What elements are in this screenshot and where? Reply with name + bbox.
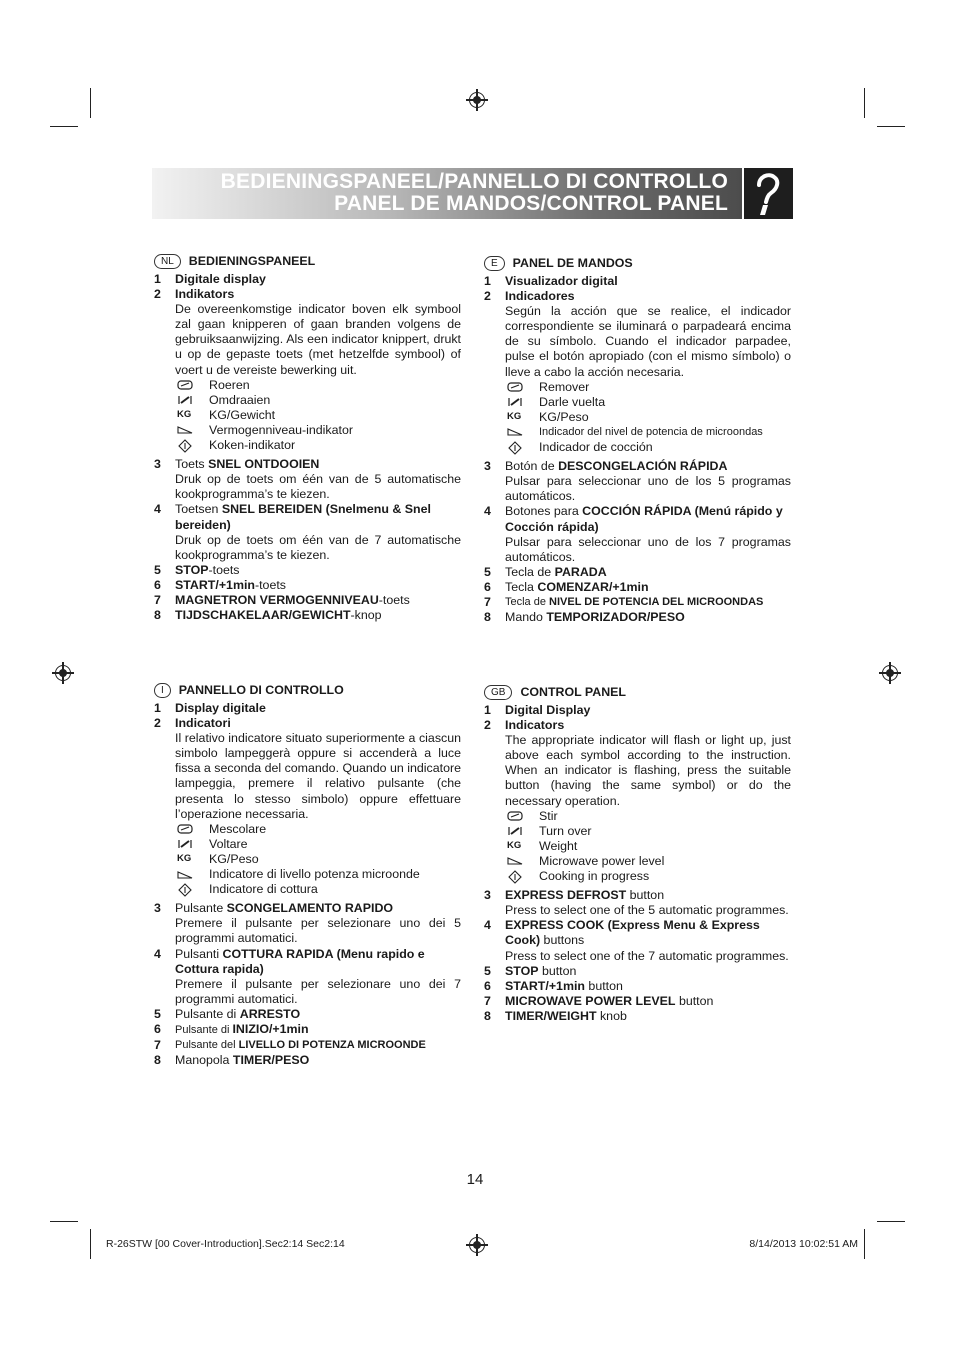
item-number: 2 (484, 718, 491, 733)
stir-icon (505, 382, 539, 392)
item-number: 5 (484, 963, 491, 978)
power-level-icon (175, 870, 209, 880)
item-number: 1 (154, 272, 161, 286)
item-suffix: -knop (350, 608, 382, 623)
item-prefix: Tecla de (505, 564, 555, 579)
list-item (484, 565, 791, 580)
item-prefix: Pulsante (175, 901, 227, 916)
footer-timestamp: 8/14/2013 10:02:51 AM (749, 1238, 858, 1250)
language-code: GB (484, 685, 512, 700)
item-number: 4 (484, 918, 491, 933)
item-number: 7 (154, 1038, 161, 1053)
indicator-label: Cooking in progress (539, 869, 650, 884)
item-number: 8 (484, 610, 491, 625)
item-label: EXPRESS DEFROST (505, 888, 627, 903)
registration-mark-icon (55, 665, 71, 681)
item-suffix: button (538, 963, 577, 978)
item-label: STOP (505, 963, 539, 978)
item-suffix: -toets (208, 562, 240, 577)
item-label: EXPRESS COOK (Express Menu & Express Cook) (505, 918, 760, 948)
help-icon (744, 168, 793, 219)
item-label: MICROWAVE POWER LEVEL (505, 993, 676, 1008)
item-number: 8 (154, 608, 161, 623)
language-code: I (154, 683, 171, 698)
item-label: DESCONGELACIÓN RÁPIDA (558, 459, 728, 474)
language-code: NL (154, 254, 181, 269)
item-suffix: button (626, 888, 665, 903)
cooking-icon (505, 870, 539, 884)
list-item (484, 610, 791, 625)
indicator-label: KG/Peso (209, 851, 259, 866)
item-number: 1 (484, 703, 491, 717)
item-label: STOP (175, 562, 209, 577)
item-number: 6 (484, 978, 491, 993)
indicator-label: Vermogenniveau-indikator (209, 422, 353, 437)
indicator-label: Indicador del nivel de potencia de microondas (539, 425, 763, 438)
item-number: 4 (154, 502, 161, 517)
item-label: LIVELLO DI POTENZA MICROONDE (238, 1039, 426, 1052)
list-item (484, 1009, 791, 1024)
list-item (154, 608, 461, 623)
title-banner (152, 168, 742, 219)
item-label: COCCIÓN RÁPIDA (Menú rápido y Cocción rápida) (505, 504, 783, 534)
item-label: START/+1min (175, 577, 255, 592)
section-title: CONTROL PANEL (520, 685, 627, 699)
item-description: Druk op de toets om één van de 7 automatische kookprogramma’s te kiezen. (175, 532, 461, 562)
item-number: 1 (154, 701, 161, 715)
language-code: E (484, 256, 505, 271)
registration-mark-icon (469, 1237, 485, 1253)
item-label: ARRESTO (239, 1006, 301, 1021)
item-label: START/+1min (505, 978, 585, 993)
indicator-row (505, 839, 791, 854)
indicator-label: Remover (539, 379, 590, 394)
title-line-1: BEDIENINGSPANEEL/PANNELLO DI CONTROLLO (220, 170, 728, 193)
item-prefix: Pulsante di (175, 1006, 240, 1021)
item-description: Press to select one of the 7 automatic programmes. (505, 948, 789, 963)
indicator-label: Stir (539, 808, 558, 823)
section-es (484, 254, 791, 625)
item-label: Indicators (505, 718, 565, 733)
item-number: 7 (154, 592, 161, 607)
list-item (154, 1038, 461, 1053)
indicator-label: Turn over (539, 823, 592, 838)
item-number: 6 (154, 1021, 161, 1036)
turn-over-icon (175, 838, 209, 850)
item-label: TIMER/PESO (232, 1053, 310, 1068)
crop-mark (50, 126, 78, 127)
indicator-label: Roeren (209, 377, 250, 392)
list-item (154, 1007, 461, 1022)
crop-mark (50, 1221, 78, 1222)
list-item (484, 580, 791, 595)
list-item (484, 888, 791, 918)
indicator-row (175, 438, 461, 453)
indicator-row (175, 837, 461, 852)
list-item (154, 1022, 461, 1038)
item-description: Pulsar para seleccionar uno de los 7 programas automáticos. (505, 534, 791, 564)
list-item (154, 272, 461, 287)
crop-mark (90, 88, 91, 118)
indicator-label: Darle vuelta (539, 394, 606, 409)
indicator-label: Indicatore di livello potenza microonde (209, 867, 420, 882)
item-number: 2 (154, 287, 161, 302)
item-label: TEMPORIZADOR/PESO (546, 610, 685, 625)
section-heading (484, 683, 791, 701)
item-prefix: Pulsanti (175, 946, 223, 961)
section-heading (154, 681, 461, 699)
item-number: 7 (484, 993, 491, 1008)
item-label: Indikators (175, 287, 235, 302)
item-label: SNEL ONTDOOIEN (208, 457, 320, 472)
list-item (154, 457, 461, 502)
list-item (484, 274, 791, 289)
power-level-icon (505, 856, 539, 866)
footer-file-info: R-26STW [00 Cover-Introduction].Sec2:14 Sec2:14 (106, 1238, 345, 1250)
item-description: Premere il pulsante per selezionare uno dei 7 programmi automatici. (175, 976, 461, 1006)
item-description: Press to select one of the 5 automatic programmes. (505, 903, 789, 918)
indicator-row (175, 423, 461, 438)
turn-over-icon (175, 394, 209, 406)
item-number: 4 (154, 946, 161, 961)
item-prefix: Toetsen (175, 502, 222, 517)
section-heading (154, 252, 461, 270)
item-number: 3 (154, 457, 161, 472)
item-suffix: buttons (540, 933, 585, 948)
item-label: TIMER/WEIGHT (505, 1008, 597, 1023)
crop-mark (90, 1229, 91, 1259)
indicator-label: Weight (539, 838, 578, 853)
list-item (154, 578, 461, 593)
indicator-row (505, 380, 791, 395)
indicator-label: Indicador de cocción (539, 440, 653, 455)
item-label: NIVEL DE POTENCIA DEL MICROONDAS (549, 595, 764, 608)
indicator-label: Omdraaien (209, 392, 271, 407)
item-label: Digitale display (175, 272, 266, 286)
item-description: Druk op de toets om één van de 5 automatische kookprogramma’s te kiezen. (175, 472, 461, 502)
indicator-row (175, 822, 461, 837)
item-description: De overeenkomstige indicator boven elk symbool zal gaan knipperen of gaan branden volgens de gebruiksaanwijzing. Als een indicator knippert, drukt u op de gepaste toets (met hetzelfde symbool) of voert u de vereiste bewerking uit. (175, 302, 461, 377)
item-label: MAGNETRON VERMOGENNIVEAU (175, 592, 379, 607)
indicator-label: Mescolare (209, 821, 267, 836)
item-number: 5 (154, 562, 161, 577)
list-item (484, 964, 791, 979)
item-number: 3 (484, 459, 491, 474)
list-item (484, 979, 791, 994)
indicator-label: Koken-indikator (209, 438, 296, 453)
list-item (484, 994, 791, 1009)
indicator-label: KG/Peso (539, 409, 589, 424)
item-label: Display digitale (175, 701, 266, 715)
list-item (484, 918, 791, 963)
section-nl (154, 252, 461, 623)
indicator-row (505, 869, 791, 884)
section-title: PANNELLO DI CONTROLLO (178, 683, 344, 697)
item-label: TIJDSCHAKELAAR/GEWICHT (175, 608, 351, 623)
item-number: 6 (484, 579, 491, 594)
indicator-row (505, 824, 791, 839)
stir-icon (505, 811, 539, 821)
cooking-icon (505, 441, 539, 455)
item-suffix: -toets (254, 577, 286, 592)
item-number: 3 (154, 901, 161, 916)
stir-icon (175, 824, 209, 834)
item-suffix: button (675, 993, 714, 1008)
list-item (154, 287, 461, 453)
item-prefix: Pulsante di (175, 1023, 233, 1036)
registration-mark-icon (882, 665, 898, 681)
list-item (484, 703, 791, 718)
weight-icon: KG (507, 840, 522, 852)
list-item (154, 716, 461, 897)
section-it (154, 681, 461, 1068)
indicator-row (505, 410, 791, 425)
section-gb (484, 683, 791, 1024)
indicator-row (175, 882, 461, 897)
item-prefix: Tecla de (505, 595, 550, 608)
item-number: 7 (484, 594, 491, 609)
item-number: 8 (154, 1053, 161, 1068)
item-label: INIZIO/+1min (232, 1021, 309, 1036)
item-suffix: button (584, 978, 623, 993)
item-label: SCONGELAMENTO RAPIDO (226, 901, 394, 916)
item-number: 4 (484, 504, 491, 519)
weight-icon: KG (177, 853, 192, 865)
item-number: 5 (154, 1006, 161, 1021)
section-title: BEDIENINGSPANEEL (188, 254, 316, 268)
section-title: PANEL DE MANDOS (512, 256, 633, 270)
list-item (154, 701, 461, 716)
stir-icon (175, 380, 209, 390)
item-number: 3 (484, 888, 491, 903)
list-item (154, 593, 461, 608)
list-item (154, 563, 461, 578)
power-level-icon (175, 425, 209, 435)
registration-mark-icon (469, 92, 485, 108)
item-description: The appropriate indicator will flash or light up, just above each symbol according to the instruction. When an indicator is flashing, press the suitable button (having the same symbol) or do the necessary operation. (505, 733, 791, 808)
item-suffix: -toets (378, 592, 410, 607)
item-label: COTTURA RAPIDA (Menu rapido e Cottura rapida) (175, 946, 425, 976)
title-line-2: PANEL DE MANDOS/CONTROL PANEL (334, 192, 728, 215)
item-number: 6 (154, 577, 161, 592)
item-label: COMENZAR/+1min (537, 579, 649, 594)
item-prefix: Manopola (175, 1053, 233, 1068)
item-prefix: Tecla (505, 579, 538, 594)
crop-mark (877, 126, 905, 127)
item-label: Visualizador digital (505, 274, 618, 288)
crop-mark (864, 88, 865, 118)
item-number: 2 (484, 289, 491, 304)
item-number: 5 (484, 564, 491, 579)
item-number: 2 (154, 716, 161, 731)
item-prefix: Toets (175, 457, 209, 472)
item-label: Digital Display (505, 703, 591, 717)
indicator-row (175, 852, 461, 867)
item-prefix: Botones para (505, 504, 583, 519)
item-suffix: knob (596, 1008, 627, 1023)
indicator-row (505, 395, 791, 410)
item-number: 8 (484, 1008, 491, 1023)
list-item (484, 595, 791, 610)
list-item (484, 289, 791, 455)
turn-over-icon (505, 396, 539, 408)
indicator-label: Voltare (209, 836, 248, 851)
page-number: 14 (466, 1171, 484, 1188)
indicator-row (175, 408, 461, 423)
item-description: Il relativo indicatore situato superiormente a ciascun simbolo lampeggerà oppure si accenderà a luce fissa a seconda del comando. Quando un indicatore lampeggia, premere il relativo pulsante (che presenta lo stesso simbolo) oppure effettuare l’operazione necessaria. (175, 731, 461, 821)
list-item (484, 504, 791, 564)
item-label: Indicatori (175, 716, 231, 731)
weight-icon: KG (177, 409, 192, 421)
indicator-label: Microwave power level (539, 853, 665, 868)
indicator-label: Indicatore di cottura (209, 882, 318, 897)
indicator-row (505, 440, 791, 455)
indicator-row (175, 867, 461, 882)
page-title (221, 171, 728, 215)
item-description: Según la acción que se realice, el indicador correspondiente se iluminará o parpadeará encima de su símbolo. Cuando el indicador parpadee, pulse el botón apropiado (con el mismo símbolo) o lleve a cabo la acción necesaria. (505, 304, 791, 379)
indicator-row (505, 809, 791, 824)
item-description: Premere il pulsante per selezionare uno dei 5 programmi automatici. (175, 916, 461, 946)
indicator-row (175, 378, 461, 393)
crop-mark (864, 1229, 865, 1259)
item-label: PARADA (554, 564, 607, 579)
item-label: Indicadores (505, 289, 575, 304)
indicator-row (175, 393, 461, 408)
section-heading (484, 254, 791, 272)
cooking-icon (175, 439, 209, 453)
indicator-row (505, 854, 791, 869)
item-number: 1 (484, 274, 491, 288)
list-item (154, 901, 461, 946)
power-level-icon (505, 427, 539, 437)
list-item (484, 718, 791, 884)
cooking-icon (175, 883, 209, 897)
weight-icon: KG (507, 411, 522, 423)
turn-over-icon (505, 825, 539, 837)
item-prefix: Botón de (505, 459, 559, 474)
item-prefix: Mando (505, 610, 547, 625)
list-item (154, 502, 461, 562)
list-item (154, 947, 461, 1007)
item-prefix: Pulsante del (175, 1039, 239, 1052)
indicator-label: KG/Gewicht (209, 407, 276, 422)
item-label: SNEL BEREIDEN (Snelmenu & Snel bereiden) (175, 502, 431, 532)
list-item (154, 1053, 461, 1068)
item-description: Pulsar para seleccionar uno de los 5 programas automáticos. (505, 474, 791, 504)
indicator-row (505, 425, 791, 440)
list-item (484, 459, 791, 504)
crop-mark (877, 1221, 905, 1222)
